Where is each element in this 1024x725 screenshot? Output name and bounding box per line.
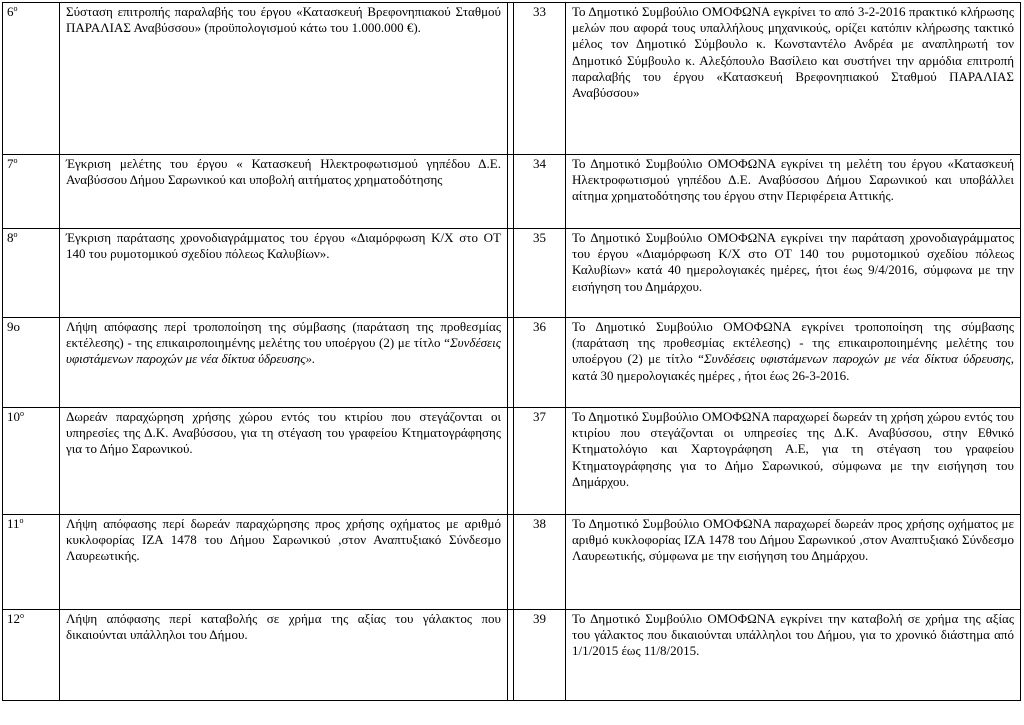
- agenda-item-subject: Δωρεάν παραχώρηση χρήσης χώρου εντός του κτιρίου που στεγάζονται οι υπηρεσίες της Δ.Κ. Αναβύσσου, για τη στέγαση του γραφείου Κτηματογράφησης για το Δήμο Σαρωνικού.: [60, 408, 508, 515]
- agenda-item-subject: Σύσταση επιτροπής παραλαβής του έργου «Κατασκευή Βρεφονηπιακού Σταθμού ΠΑΡΑΛΙΑΣ Αναβύσσου» (προϋπολογισμού κάτω του 1.000.000 €).: [60, 3, 508, 155]
- decision-text: Το Δημοτικό Συμβούλιο ΟΜΟΦΩΝΑ εγκρίνει τροποποίηση της σύμβασης (παράταση της προθεσμίας εκτέλεσης) - της επικαιροποιημένης μελέτης του υποέργου (2) με τίτλο “Συνδέσεις υφιστάμενων παροχών με νέα δίκτυα ύδρευσης, κατά 30 ημερολογιακές ημέρες , ήτοι έως 26-3-2016.: [566, 318, 1021, 408]
- decision-number: 38: [514, 515, 566, 610]
- agenda-item-number: $7^o$: [3, 155, 60, 229]
- decision-text: Το Δημοτικό Συμβούλιο ΟΜΟΦΩΝΑ εγκρίνει την καταβολή σε χρήμα της αξίας του γάλακτος που δικαιούνται υπάλληλοι του Δήμου, για το χρονικό διάστημα από 1/1/2015 έως 11/8/2015.: [566, 610, 1021, 701]
- table-row: [3, 610, 1021, 701]
- agenda-item-subject: Έγκριση μελέτης του έργου « Κατασκευή Ηλεκτροφωτισμού γηπέδου Δ.Ε. Αναβύσσου Δήμου Σαρωνικού και υποβολή αιτήματος χρηματοδότησης: [60, 155, 508, 229]
- table-row: [3, 408, 1021, 515]
- table-row: [3, 155, 1021, 229]
- table-row: [3, 229, 1021, 318]
- council-decisions-table: [2, 2, 1021, 701]
- agenda-item-subject: Έγκριση παράτασης χρονοδιαγράμματος του έργου «Διαμόρφωση Κ/Χ στο ΟΤ 140 του ρυμοτομικού σχεδίου πόλεως Καλυβίων».: [60, 229, 508, 318]
- decision-text: Το Δημοτικό Συμβούλιο ΟΜΟΦΩΝΑ εγκρίνει τη μελέτη του έργου «Κατασκευή Ηλεκτροφωτισμού γηπέδου Δ.Ε. Αναβύσσου Δήμου Σαρωνικού και υποβάλλει αίτημα χρηματοδότησης του έργου στην Περιφέρεια Αττικής.: [566, 155, 1021, 229]
- agenda-item-number: 9ο: [3, 318, 60, 408]
- agenda-item-subject: Λήψη απόφασης περί καταβολής σε χρήμα της αξίας του γάλακτος που δικαιούνται υπάλληλοι του Δήμου.: [60, 610, 508, 701]
- decision-text: Το Δημοτικό Συμβούλιο ΟΜΟΦΩΝΑ παραχωρεί δωρεάν προς χρήσης οχήματος με αριθμό κυκλοφορίας ΙΖΑ 1478 του Δήμου Σαρωνικού ,στον Αναπτυξιακό Σύνδεσμο Λαυρεωτικής, σύμφωνα με την εισήγηση του Δημάρχου.: [566, 515, 1021, 610]
- decision-number: 35: [514, 229, 566, 318]
- table-row: [3, 515, 1021, 610]
- agenda-item-number: $6^o$: [3, 3, 60, 155]
- agenda-item-number: $10^o$: [3, 408, 60, 515]
- table-row: [3, 3, 1021, 155]
- decision-text: Το Δημοτικό Συμβούλιο ΟΜΟΦΩΝΑ εγκρίνει την παράταση χρονοδιαγράμματος του έργου «Διαμόρφωση Κ/Χ στο ΟΤ 140 του ρυμοτομικού σχεδίου πόλεως Καλυβίων» κατά 40 ημερολογιακές ημέρες, ήτοι έως 9/4/2016, σύμφωνα με την εισήγηση του Δημάρχου.: [566, 229, 1021, 318]
- decision-number: 36: [514, 318, 566, 408]
- decision-text: Το Δημοτικό Συμβούλιο ΟΜΟΦΩΝΑ παραχωρεί δωρεάν τη χρήση χώρου εντός του κτιρίου που στεγάζονται οι υπηρεσίες της Δ.Κ. Αναβύσσου, στην Εθνικό Κτηματολόγιο και Χαρτογράφηση Α.Ε, για τη στέγαση του γραφείου Κτηματογράφησης για το Δήμο Σαρωνικού, σύμφωνα με την εισήγηση του Δημάρχου.: [566, 408, 1021, 515]
- agenda-item-number: $12^o$: [3, 610, 60, 701]
- agenda-item-number: $11^o$: [3, 515, 60, 610]
- decision-text: Το Δημοτικό Συμβούλιο ΟΜΟΦΩΝΑ εγκρίνει το από 3-2-2016 πρακτικό κλήρωσης μελών που αφορά τους υπαλλήλους μηχανικούς, ορίζει κατόπιν κλήρωσης τακτικό μέλος τον Δημοτικό Σύμβουλο κ. Κωνσταντέλο Ανδρέα με αναπληρωτή τον Δημοτικό Σύμβουλο κ. Αλεξόπουλο Βασίλειο και συστήνει την αρμόδια επιτροπή παραλαβής του έργου «Κατασκευή Βρεφονηπιακού Σταθμού ΠΑΡΑΛΙΑΣ Αναβύσσου»: [566, 3, 1021, 155]
- decision-number: 37: [514, 408, 566, 515]
- agenda-item-subject: Λήψη απόφασης περί δωρεάν παραχώρησης προς χρήσης οχήματος με αριθμό κυκλοφορίας ΙΖΑ 1478 του Δήμου Σαρωνικού ,στον Αναπτυξιακό Σύνδεσμο Λαυρεωτικής.: [60, 515, 508, 610]
- decision-number: 33: [514, 3, 566, 155]
- decision-number: 34: [514, 155, 566, 229]
- decision-number: 39: [514, 610, 566, 701]
- table-row: [3, 318, 1021, 408]
- agenda-item-subject: Λήψη απόφασης περί τροποποίηση της σύμβασης (παράταση της προθεσμίας εκτέλεσης) - της επικαιροποιημένης μελέτης του υποέργου (2) με τίτλο “Συνδέσεις υφιστάμενων παροχών με νέα δίκτυα ύδρευσης».: [60, 318, 508, 408]
- agenda-item-number: $8^o$: [3, 229, 60, 318]
